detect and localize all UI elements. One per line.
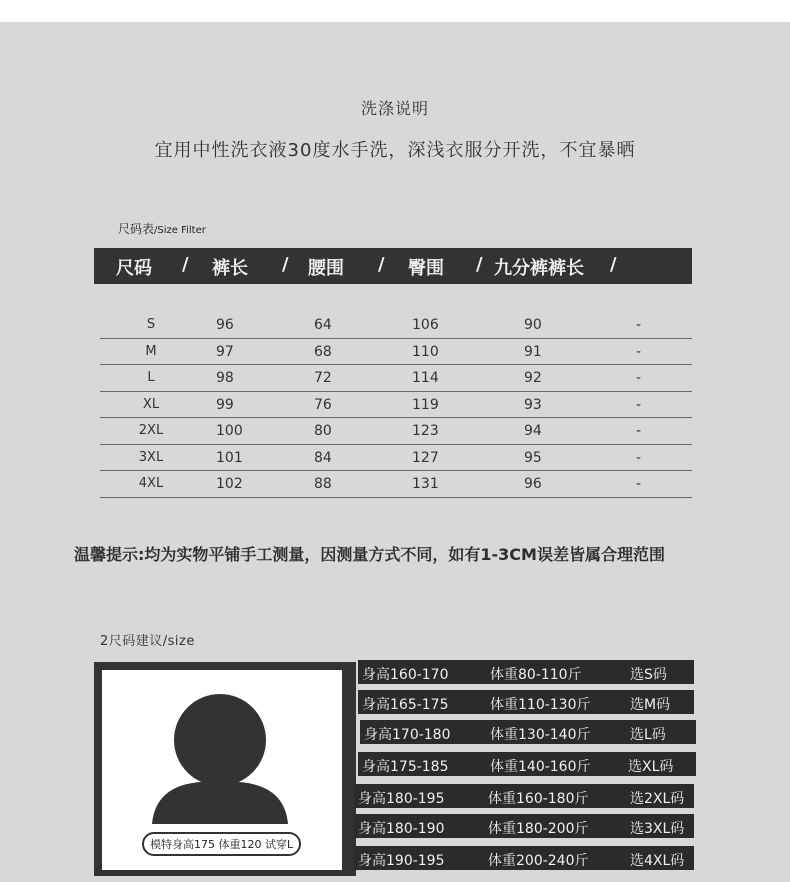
table-row	[100, 418, 692, 445]
header-separator: /	[610, 254, 617, 275]
recommendation-row	[354, 784, 694, 808]
cell-nine-length: 93	[524, 396, 542, 413]
header-separator: /	[182, 254, 189, 275]
measurement-notice: 温馨提示:均为实物平铺手工测量，因测量方式不同，如有1-3CM误差皆属合理范围	[74, 545, 665, 564]
rec-size: 选L码	[630, 727, 666, 743]
header-hip: 臀围	[408, 258, 444, 279]
cell-length: 99	[216, 396, 234, 413]
cell-size: XL	[142, 396, 160, 412]
cell-hip: 119	[412, 396, 439, 413]
cell-size: S	[146, 317, 156, 332]
rec-weight: 体重130-140斤	[490, 727, 591, 743]
rec-weight: 体重140-160斤	[490, 759, 591, 775]
rec-height: 身高160-170	[362, 667, 449, 683]
cell-length: 100	[216, 423, 243, 439]
cell-waist: 72	[314, 370, 332, 386]
cell-nine-length: 94	[524, 423, 542, 439]
rec-height: 身高165-175	[362, 697, 449, 713]
table-row	[100, 365, 692, 392]
cell-nine-length: 96	[524, 476, 542, 492]
cell-size: 2XL	[138, 423, 164, 438]
rec-size: 选2XL码	[630, 791, 685, 807]
cell-hip: 114	[412, 370, 439, 386]
header-separator: /	[378, 254, 385, 275]
cell-waist: 68	[314, 343, 332, 360]
cell-nine-length: 95	[524, 449, 542, 466]
size-table-body	[100, 312, 692, 498]
cell-nine-length: 91	[524, 343, 542, 360]
cell-size: M	[145, 343, 157, 359]
header-waist: 腰围	[308, 258, 344, 279]
model-photo-frame	[94, 662, 356, 876]
rec-size: 选4XL码	[630, 853, 685, 869]
cell-waist: 84	[314, 449, 332, 466]
cell-nine-length: 92	[524, 370, 542, 386]
wash-title: 洗涤说明	[360, 99, 429, 118]
cell-hip: 123	[412, 423, 439, 439]
cell-nine-length: 90	[524, 317, 542, 333]
cell-extra: -	[636, 396, 642, 413]
recommendation-row	[358, 690, 694, 714]
header-separator: /	[476, 254, 483, 275]
rec-size: 选3XL码	[630, 821, 685, 837]
size-table-caption-en: /Size Filter	[154, 225, 206, 236]
cell-hip: 110	[412, 343, 439, 360]
model-info-label: 模特身高175 体重120 试穿L	[142, 832, 301, 856]
rec-height: 身高175-185	[362, 759, 449, 775]
cell-length: 97	[216, 343, 234, 360]
recommendation-row	[358, 752, 696, 776]
cell-waist: 64	[314, 317, 332, 333]
cell-waist: 88	[314, 476, 332, 492]
cell-extra: -	[636, 317, 642, 333]
cell-waist: 80	[314, 423, 332, 439]
cell-length: 98	[216, 370, 234, 386]
model-photo	[102, 670, 342, 870]
size-recommendation-caption: 2尺码建议/size	[100, 634, 195, 649]
rec-height: 身高180-190	[358, 821, 445, 837]
recommendation-row	[360, 720, 696, 744]
rec-weight: 体重160-180斤	[488, 791, 589, 807]
rec-size: 选M码	[630, 697, 671, 713]
table-row	[100, 471, 692, 498]
rec-size: 选S码	[630, 667, 667, 683]
rec-weight: 体重180-200斤	[488, 821, 589, 837]
rec-height: 身高190-195	[358, 853, 445, 869]
cell-size: L	[147, 370, 155, 385]
size-table-caption	[118, 220, 206, 237]
cell-extra: -	[636, 370, 642, 386]
rec-height: 身高180-195	[358, 791, 445, 807]
header-separator: /	[282, 254, 289, 275]
recommendation-row	[358, 660, 694, 684]
table-row	[100, 445, 692, 472]
cell-length: 102	[216, 476, 243, 492]
cell-hip: 106	[412, 317, 439, 333]
cell-extra: -	[636, 423, 642, 439]
size-table-caption-cn: 尺码表	[118, 222, 155, 236]
header-nine-length: 九分裤裤长	[494, 258, 584, 279]
header-length: 裤长	[212, 258, 248, 279]
rec-weight: 体重110-130斤	[490, 697, 591, 713]
cell-hip: 131	[412, 476, 439, 492]
table-row	[100, 339, 692, 366]
rec-size: 选XL码	[628, 759, 674, 775]
size-table-header	[94, 248, 692, 284]
table-row	[100, 392, 692, 419]
cell-extra: -	[636, 449, 642, 466]
cell-extra: -	[636, 476, 642, 492]
recommendation-row	[354, 846, 694, 870]
wash-instructions: 宜用中性洗衣液30度水手洗，深浅衣服分开洗，不宜暴晒	[154, 140, 636, 161]
rec-height: 身高170-180	[364, 727, 451, 743]
table-row	[100, 312, 692, 339]
cell-hip: 127	[412, 449, 439, 466]
cell-length: 101	[216, 449, 243, 466]
cell-extra: -	[636, 343, 642, 360]
size-guide-sheet	[0, 22, 790, 882]
rec-weight: 体重200-240斤	[488, 853, 589, 869]
cell-size: 3XL	[138, 449, 164, 465]
cell-waist: 76	[314, 396, 332, 413]
cell-size: 4XL	[138, 476, 164, 491]
cell-length: 96	[216, 317, 234, 333]
rec-weight: 体重80-110斤	[490, 667, 582, 683]
recommendation-row	[354, 814, 694, 838]
header-size: 尺码	[116, 258, 152, 279]
